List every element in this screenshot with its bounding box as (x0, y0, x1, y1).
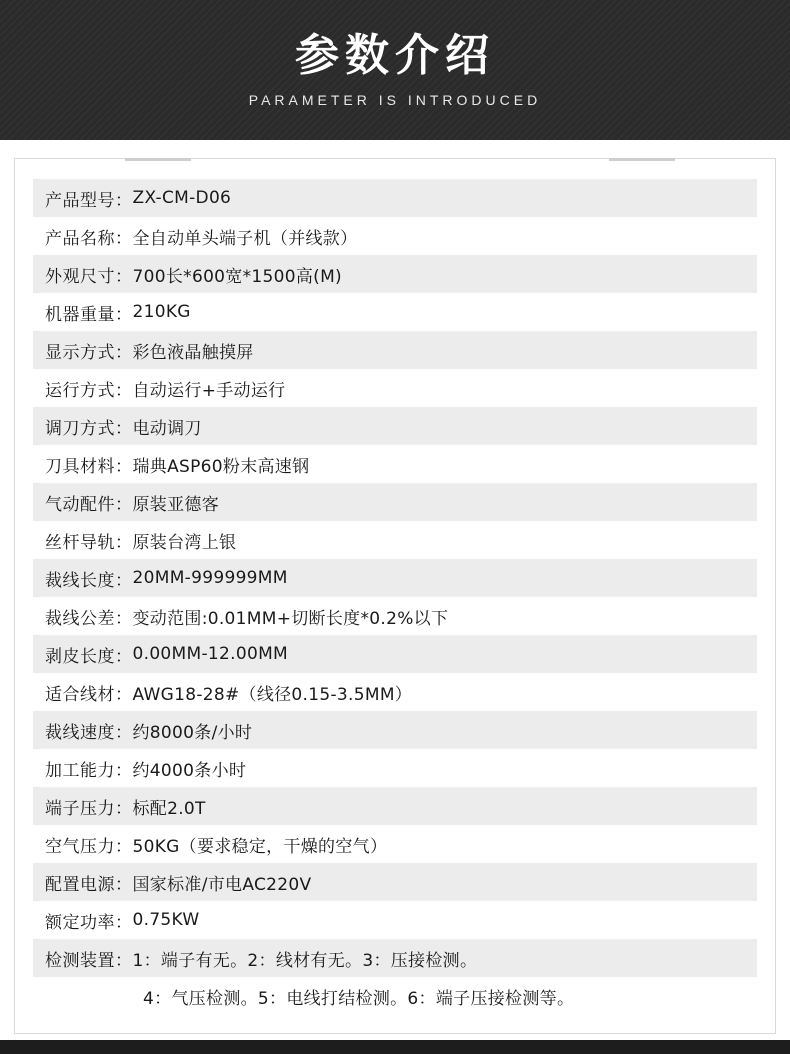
spec-table (33, 179, 757, 1015)
spec-row (33, 825, 757, 863)
spec-row-label: 裁线公差： (45, 608, 133, 629)
spec-row (33, 407, 757, 445)
page-title: 参数介绍 (295, 29, 495, 81)
spec-row-label: 气动配件： (45, 494, 133, 515)
spec-row (33, 711, 757, 749)
spec-row-value: ZX-CM-D06 (132, 188, 232, 208)
spec-row-value: 0.00MM-12.00MM (132, 644, 289, 664)
spec-row-value: 4：气压检测。5：电线打结检测。6：端子压接检测等。 (143, 988, 575, 1009)
frame-tick-right (609, 158, 675, 161)
header-banner (0, 0, 790, 140)
spec-row-label: 检测装置： (45, 950, 133, 971)
spec-row (33, 445, 757, 483)
spec-row-label: 加工能力： (45, 760, 133, 781)
spec-row (33, 217, 757, 255)
spec-row-value: 彩色液晶触摸屏 (132, 342, 254, 363)
spec-row-value: 电动调刀 (132, 418, 202, 439)
spec-row-label: 端子压力： (45, 798, 133, 819)
spec-row-value: 变动范围:0.01MM+切断长度*0.2%以下 (132, 608, 449, 629)
spec-row-value: 标配2.0T (132, 798, 206, 819)
spec-row-label: 剥皮长度： (45, 646, 133, 667)
spec-row-value: 50KG（要求稳定，干燥的空气） (132, 836, 388, 857)
spec-row-value: 原装亚德客 (132, 494, 219, 515)
spec-row-label: 运行方式： (45, 380, 133, 401)
spec-row-label: 外观尺寸： (45, 266, 133, 287)
spec-row-value: 全自动单头端子机（并线款） (132, 228, 358, 249)
spec-row-label: 产品型号： (45, 190, 133, 211)
spec-row (33, 521, 757, 559)
spec-row (33, 483, 757, 521)
spec-row (33, 369, 757, 407)
spec-row (33, 749, 757, 787)
spec-row (33, 331, 757, 369)
spec-row (33, 901, 757, 939)
spec-row-value: 自动运行+手动运行 (132, 380, 286, 401)
spec-row-label: 产品名称： (45, 228, 133, 249)
spec-table-frame (14, 158, 776, 1034)
spec-row-value: 约4000条小时 (132, 760, 247, 781)
spec-row (33, 293, 757, 331)
bottom-strip (0, 1040, 790, 1054)
spec-row-value: 国家标准/市电AC220V (132, 874, 312, 895)
spec-row-label: 配置电源： (45, 874, 133, 895)
page-subtitle: PARAMETER IS INTRODUCED (248, 92, 542, 109)
spec-row-label: 机器重量： (45, 304, 133, 325)
spec-row-label: 空气压力： (45, 836, 133, 857)
spec-row-label: 调刀方式： (45, 418, 133, 439)
spec-row (33, 863, 757, 901)
spec-row-label: 裁线长度： (45, 570, 133, 591)
spec-row (33, 597, 757, 635)
spec-row-value: 210KG (132, 302, 191, 322)
spec-row-label: 额定功率： (45, 912, 133, 933)
spec-row-label: 显示方式： (45, 342, 133, 363)
spec-row-value: 瑞典ASP60粉末高速钢 (132, 456, 310, 477)
spec-row-label: 适合线材： (45, 684, 133, 705)
spec-row-value: 0.75KW (132, 910, 200, 930)
spec-row (33, 255, 757, 293)
spec-row-label: 丝杆导轨： (45, 532, 133, 553)
spec-row (33, 787, 757, 825)
spec-row-label: 刀具材料： (45, 456, 133, 477)
spec-row (33, 673, 757, 711)
spec-row (33, 559, 757, 597)
spec-row (33, 939, 757, 977)
spec-row (33, 179, 757, 217)
spec-row-value: 1：端子有无。2：线材有无。3：压接检测。 (132, 950, 478, 971)
spec-row-value: 约8000条/小时 (132, 722, 253, 743)
content-area (0, 140, 790, 1044)
spec-row-label: 裁线速度： (45, 722, 133, 743)
frame-tick-left (125, 158, 191, 161)
spec-row (33, 635, 757, 673)
spec-row-value: AWG18-28#（线径0.15-3.5MM） (132, 684, 413, 705)
spec-row-value: 700长*600宽*1500高(M) (132, 266, 342, 287)
spec-row-value: 原装台湾上银 (132, 532, 237, 553)
spec-row (33, 977, 757, 1015)
spec-row-value: 20MM-999999MM (132, 568, 288, 588)
